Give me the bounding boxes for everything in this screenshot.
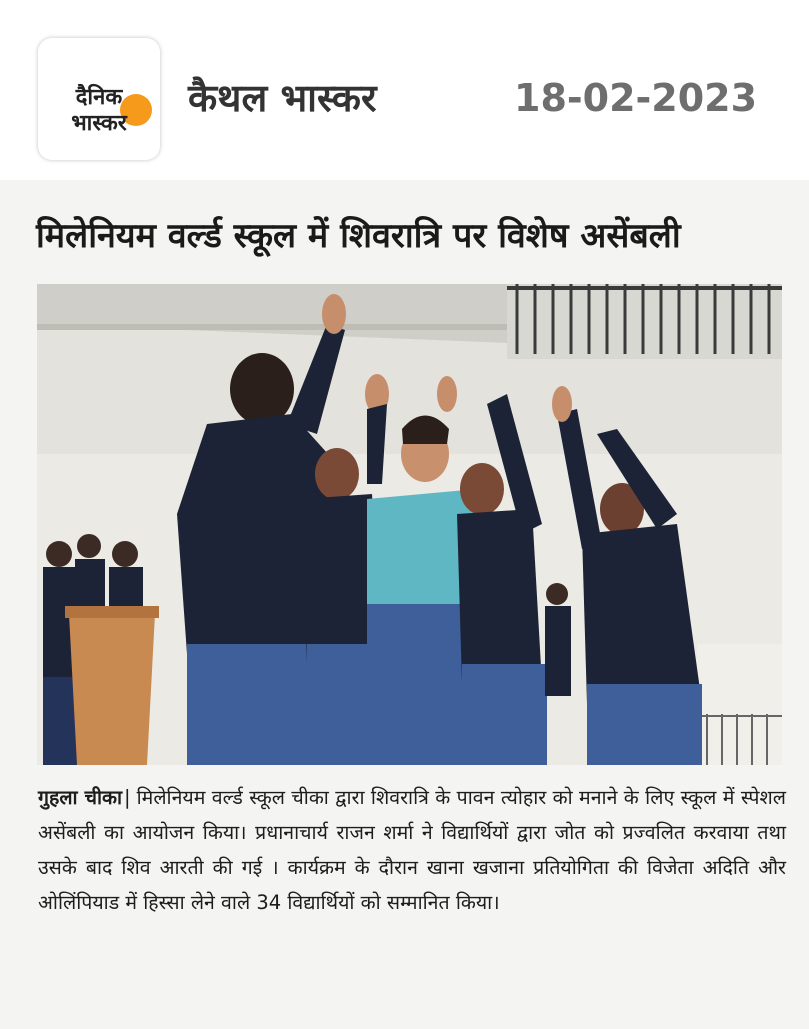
edition-title: कैथल भास्कर (188, 76, 377, 120)
logo-text-line2: भास्कर (71, 111, 127, 136)
article-photo[interactable] (37, 284, 782, 765)
app-header (0, 0, 809, 180)
dateline-separator: | (124, 786, 131, 809)
podium (65, 606, 159, 765)
edition-date: 18-02-2023 (514, 76, 758, 120)
dateline: गुहला चीका (38, 786, 123, 809)
article-body: मिलेनियम वर्ल्ड स्कूल चीका द्वारा शिवरात्रि के पावन त्योहार को मनाने के लिए स्कूल में स्पेशल असेंबली का आयोजन किया। प्रधानाचार्य राजन शर्मा ने विद्यार्थियों द्वारा जोत को प्रज्वलित करवाया तथा उसके बाद शिव आरती की गई । कार्यक्रम के दौरान खाना खजाना प्रतियोगिता की विजेता अदिति और ओलिंपियाड में हिस्सा लेने वाले 34 विद्यार्थियों को सम्मानित किया। (38, 786, 786, 914)
balcony-railing (507, 284, 782, 359)
article-headline: मिलेनियम वर्ल्ड स्कूल में शिवरात्रि पर विशेष असेंबली (36, 216, 681, 256)
article-caption (38, 780, 786, 920)
photo-illustration (37, 284, 782, 765)
dainik-bhaskar-logo[interactable] (38, 38, 160, 160)
side-railing-area (697, 644, 782, 765)
logo-text-line1: दैनिक (75, 85, 123, 110)
